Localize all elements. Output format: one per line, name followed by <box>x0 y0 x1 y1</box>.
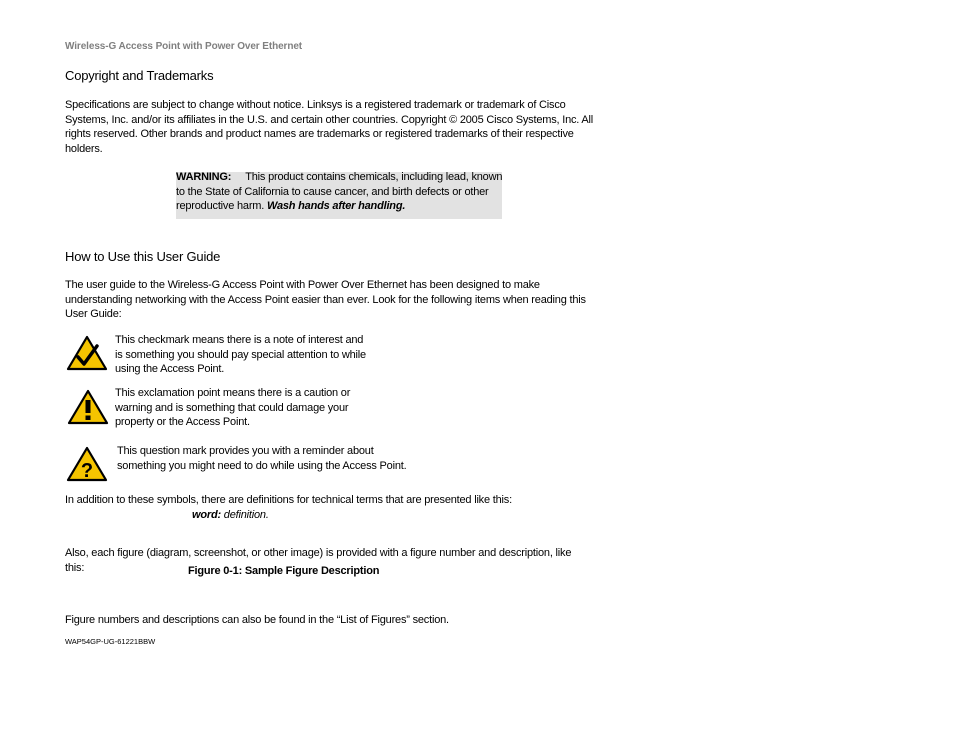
symbol-line: warning and is something that could damage your <box>115 401 349 414</box>
definition-example <box>192 508 269 523</box>
copyright-line: Specifications are subject to change without notice. Linksys is a registered trademark or trademark of Cisco <box>65 99 566 111</box>
symbol-line: This checkmark means there is a note of interest and <box>115 334 364 346</box>
definitions-intro: In addition to these symbols, there are definitions for technical terms that are presented like this: <box>65 494 512 506</box>
guide-line: understanding networking with the Access Point easier than ever. Look for the following items when reading this <box>65 293 586 306</box>
symbol-line: This question mark provides you with a reminder about <box>117 445 374 457</box>
warning-line: to the State of California to cause cancer, and birth defects or other <box>176 185 489 198</box>
running-header: Wireless-G Access Point with Power Over Ethernet <box>65 41 303 52</box>
document-code: WAP54GP-UG-61221BBW <box>65 637 156 646</box>
exclamation-icon <box>67 389 109 425</box>
question-description <box>117 444 447 473</box>
guide-line: User Guide: <box>65 308 122 320</box>
guide-line: The user guide to the Wireless-G Access Point with Power Over Ethernet has been designed to make <box>65 279 540 291</box>
checkmark-icon <box>66 335 108 371</box>
copyright-paragraph <box>65 98 605 156</box>
checkmark-description <box>115 333 385 377</box>
warning-label: WARNING: <box>176 171 232 183</box>
figures-note: Figure numbers and descriptions can also be found in the “List of Figures” section. <box>65 614 449 626</box>
warning-line: reproductive harm. <box>176 200 265 212</box>
copyright-line: Systems, Inc. and/or its affiliates in the U.S. and certain other countries. Copyright © 2005 Cisco Systems, Inc. All <box>65 113 594 126</box>
symbol-line: using the Access Point. <box>115 363 225 375</box>
sample-figure-caption: Figure 0-1: Sample Figure Description <box>188 565 380 577</box>
copyright-heading: Copyright and Trademarks <box>65 68 214 83</box>
symbol-line: something you might need to do while using the Access Point. <box>117 459 407 472</box>
symbol-line: This exclamation point means there is a caution or <box>115 387 351 399</box>
exclamation-description <box>115 386 385 430</box>
question-mark-icon <box>66 446 108 482</box>
guide-heading: How to Use this User Guide <box>65 249 221 264</box>
definition-word: word: <box>192 509 221 521</box>
figures-line: this: <box>65 561 85 574</box>
guide-paragraph <box>65 278 610 322</box>
figures-line: Also, each figure (diagram, screenshot, or other image) is provided with a figure number and description, like <box>65 547 572 559</box>
warning-emphasis: Wash hands after handling. <box>266 200 406 212</box>
definition-text: definition. <box>220 509 269 521</box>
copyright-line: holders. <box>65 142 103 155</box>
svg-text:?: ? <box>80 460 94 482</box>
symbol-line: property or the Access Point. <box>115 416 250 428</box>
copyright-line: rights reserved. Other brands and product names are trademarks or registered trademarks of their respective <box>65 128 574 140</box>
warning-text <box>176 170 506 214</box>
symbol-line: is something you should pay special attention to while <box>115 348 366 361</box>
warning-line: This product contains chemicals, including lead, known <box>245 171 503 183</box>
